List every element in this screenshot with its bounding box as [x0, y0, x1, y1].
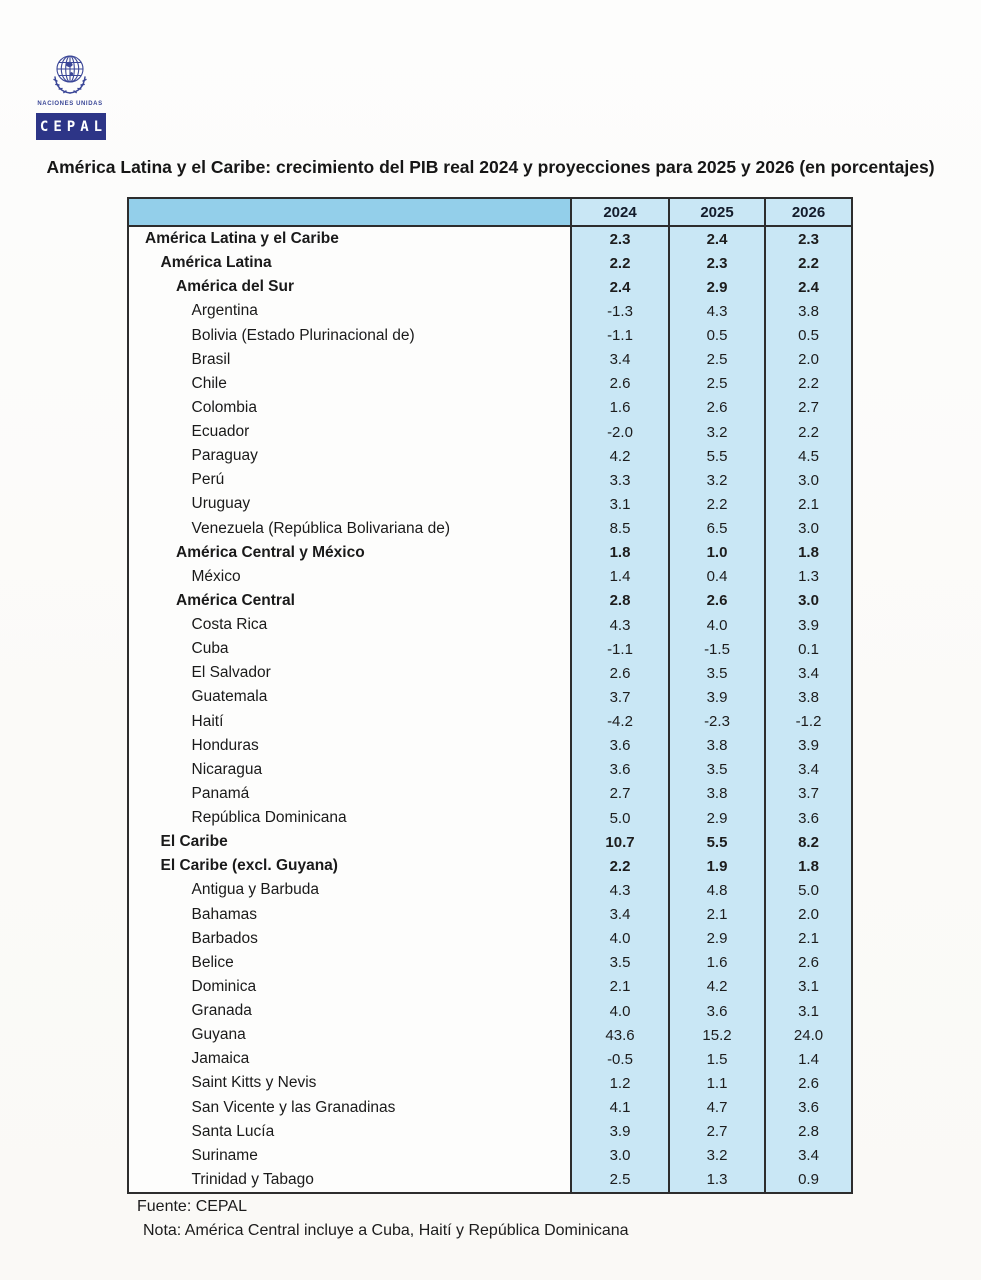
value-cell: 2.1 — [764, 927, 851, 951]
header-cell-empty — [129, 199, 570, 225]
value-cell: 2.7 — [668, 1120, 764, 1144]
value-cell: 4.8 — [668, 878, 764, 902]
row-label: Santa Lucía — [191, 1122, 275, 1140]
value-cell: 3.8 — [764, 299, 851, 323]
table-row — [129, 903, 851, 927]
value-cell: 6.5 — [668, 517, 764, 541]
value-cell: 4.2 — [668, 975, 764, 999]
value-cell: 1.8 — [570, 541, 668, 565]
row-label: República Dominicana — [191, 809, 347, 827]
table-row — [129, 1120, 851, 1144]
row-label: América Latina — [160, 254, 272, 272]
value-cell: 4.3 — [570, 878, 668, 902]
value-cell: 3.6 — [764, 806, 851, 830]
table-row — [129, 396, 851, 420]
value-cell: 4.2 — [570, 444, 668, 468]
value-cell: 2.2 — [570, 251, 668, 275]
row-label: Nicaragua — [191, 760, 263, 778]
row-label: América Central — [176, 591, 295, 609]
value-cell: 2.6 — [570, 661, 668, 685]
table-row — [129, 492, 851, 516]
row-label: Barbados — [191, 929, 258, 947]
value-cell: -1.2 — [764, 710, 851, 734]
un-emblem-icon — [46, 50, 94, 100]
value-cell: 1.8 — [764, 541, 851, 565]
value-cell: 2.7 — [570, 782, 668, 806]
row-label: Costa Rica — [191, 616, 268, 634]
value-cell: 2.6 — [668, 396, 764, 420]
table-row — [129, 951, 851, 975]
value-cell: 2.2 — [764, 420, 851, 444]
value-cell: 2.8 — [764, 1120, 851, 1144]
value-cell: 2.6 — [764, 951, 851, 975]
value-cell: 3.3 — [570, 468, 668, 492]
value-cell: 2.7 — [764, 396, 851, 420]
value-cell: 4.0 — [570, 927, 668, 951]
value-cell: 3.2 — [668, 420, 764, 444]
value-cell: 8.2 — [764, 830, 851, 854]
value-cell: 2.9 — [668, 927, 764, 951]
value-cell: 2.0 — [764, 348, 851, 372]
value-cell: 1.8 — [764, 854, 851, 878]
value-cell: 3.9 — [668, 685, 764, 709]
row-label: Granada — [191, 1002, 252, 1020]
value-cell: 2.4 — [764, 275, 851, 299]
value-cell: 3.2 — [668, 468, 764, 492]
table-row — [129, 275, 851, 299]
table-row — [129, 927, 851, 951]
table-row — [129, 758, 851, 782]
table-row — [129, 999, 851, 1023]
value-cell: -2.0 — [570, 420, 668, 444]
row-label: El Salvador — [191, 664, 271, 682]
value-cell: 2.1 — [764, 492, 851, 516]
table-row — [129, 613, 851, 637]
value-cell: 1.3 — [764, 565, 851, 589]
value-cell: 1.4 — [570, 565, 668, 589]
value-cell: 5.0 — [570, 806, 668, 830]
row-label: Guyana — [191, 1026, 246, 1044]
value-cell: 4.7 — [668, 1096, 764, 1120]
value-cell: 3.6 — [570, 734, 668, 758]
row-label: Trinidad y Tabago — [191, 1170, 314, 1188]
row-label: Brasil — [191, 350, 231, 368]
table-row — [129, 468, 851, 492]
value-cell: 2.5 — [570, 1168, 668, 1192]
value-cell: 4.3 — [570, 613, 668, 637]
table-row — [129, 324, 851, 348]
row-label: Antigua y Barbuda — [191, 881, 320, 899]
row-label: Argentina — [191, 302, 258, 320]
row-label: Chile — [191, 374, 227, 392]
table-row — [129, 637, 851, 661]
value-cell: -1.5 — [668, 637, 764, 661]
row-label: El Caribe — [160, 833, 228, 851]
value-cell: 2.3 — [570, 227, 668, 251]
page-title: América Latina y el Caribe: crecimiento del PIB real 2024 y proyecciones para 2025 y 2026 (en porcentajes) — [46, 157, 935, 177]
table-row — [129, 589, 851, 613]
value-cell: -1.3 — [570, 299, 668, 323]
table-row — [129, 661, 851, 685]
row-label: América Latina y el Caribe — [145, 230, 339, 248]
table-row — [129, 444, 851, 468]
value-cell: 3.5 — [668, 661, 764, 685]
value-cell: 3.7 — [764, 782, 851, 806]
value-cell: 3.6 — [570, 758, 668, 782]
row-label: Colombia — [191, 398, 257, 416]
value-cell: 3.4 — [570, 348, 668, 372]
value-cell: 4.0 — [668, 613, 764, 637]
value-cell: 5.5 — [668, 830, 764, 854]
value-cell: 1.6 — [668, 951, 764, 975]
table-row — [129, 1071, 851, 1095]
value-cell: 3.8 — [764, 685, 851, 709]
table-row — [129, 517, 851, 541]
value-cell: 15.2 — [668, 1023, 764, 1047]
value-cell: 2.8 — [570, 589, 668, 613]
table-row — [129, 1047, 851, 1071]
row-label: Panamá — [191, 784, 250, 802]
footer-notes — [137, 1195, 629, 1243]
table-row — [129, 878, 851, 902]
row-label: Haití — [191, 712, 224, 730]
value-cell: 3.4 — [764, 661, 851, 685]
value-cell: 2.2 — [570, 854, 668, 878]
value-cell: 2.6 — [764, 1071, 851, 1095]
value-cell: -1.1 — [570, 637, 668, 661]
value-cell: -4.2 — [570, 710, 668, 734]
row-label: Uruguay — [191, 495, 251, 513]
row-label: El Caribe (excl. Guyana) — [160, 857, 338, 875]
value-cell: 2.9 — [668, 275, 764, 299]
table-row — [129, 685, 851, 709]
value-cell: 1.2 — [570, 1071, 668, 1095]
table-row — [129, 975, 851, 999]
value-cell: 1.6 — [570, 396, 668, 420]
cepal-logo: CEPAL — [36, 113, 106, 140]
table-header-row — [129, 199, 851, 227]
table-row — [129, 1144, 851, 1168]
value-cell: 2.6 — [668, 589, 764, 613]
value-cell: 2.4 — [570, 275, 668, 299]
column-header-2025: 2025 — [668, 199, 764, 225]
table-row — [129, 299, 851, 323]
value-cell: 1.9 — [668, 854, 764, 878]
table-row — [129, 1023, 851, 1047]
value-cell: -0.5 — [570, 1047, 668, 1071]
column-header-2024: 2024 — [570, 199, 668, 225]
table-row — [129, 348, 851, 372]
row-label: Ecuador — [191, 423, 250, 441]
value-cell: 3.6 — [764, 1096, 851, 1120]
table-row — [129, 251, 851, 275]
value-cell: 1.0 — [668, 541, 764, 565]
table-row — [129, 806, 851, 830]
value-cell: 2.2 — [764, 251, 851, 275]
value-cell: 3.4 — [570, 903, 668, 927]
table-row — [129, 372, 851, 396]
value-cell: 3.4 — [764, 758, 851, 782]
value-cell: 2.1 — [668, 903, 764, 927]
row-label: Perú — [191, 471, 225, 489]
value-cell: 4.1 — [570, 1096, 668, 1120]
row-label: Suriname — [191, 1146, 258, 1164]
table-row — [129, 541, 851, 565]
un-caption-label: NACIONES UNIDAS — [37, 101, 103, 107]
value-cell: 3.9 — [764, 613, 851, 637]
value-cell: 2.5 — [668, 348, 764, 372]
value-cell: 4.3 — [668, 299, 764, 323]
row-label: Paraguay — [191, 447, 258, 465]
value-cell: 2.0 — [764, 903, 851, 927]
value-cell: -2.3 — [668, 710, 764, 734]
value-cell: 3.1 — [764, 999, 851, 1023]
row-label: Guatemala — [191, 688, 268, 706]
table-row — [129, 830, 851, 854]
value-cell: 1.3 — [668, 1168, 764, 1192]
value-cell: 0.5 — [764, 324, 851, 348]
row-label: Cuba — [191, 640, 229, 658]
row-label: México — [191, 567, 241, 585]
table-body — [129, 227, 851, 1192]
value-cell: 4.5 — [764, 444, 851, 468]
table-row — [129, 854, 851, 878]
value-cell: 3.2 — [668, 1144, 764, 1168]
value-cell: 3.0 — [764, 468, 851, 492]
value-cell: 1.1 — [668, 1071, 764, 1095]
value-cell: 3.5 — [570, 951, 668, 975]
value-cell: 8.5 — [570, 517, 668, 541]
value-cell: 2.3 — [668, 251, 764, 275]
value-cell: 1.4 — [764, 1047, 851, 1071]
value-cell: 2.9 — [668, 806, 764, 830]
value-cell: 3.0 — [764, 589, 851, 613]
value-cell: 0.4 — [668, 565, 764, 589]
value-cell: 3.0 — [570, 1144, 668, 1168]
value-cell: 2.1 — [570, 975, 668, 999]
value-cell: 24.0 — [764, 1023, 851, 1047]
row-label: Venezuela (República Bolivariana de) — [191, 519, 450, 537]
row-label: San Vicente y las Granadinas — [191, 1098, 396, 1116]
value-cell: 5.5 — [668, 444, 764, 468]
value-cell: 3.6 — [668, 999, 764, 1023]
value-cell: 0.1 — [764, 637, 851, 661]
value-cell: 3.8 — [668, 782, 764, 806]
row-label: Belice — [191, 953, 234, 971]
value-cell: 3.5 — [668, 758, 764, 782]
value-cell: 0.5 — [668, 324, 764, 348]
table-row — [129, 1096, 851, 1120]
value-cell: 1.5 — [668, 1047, 764, 1071]
value-cell: -1.1 — [570, 324, 668, 348]
table-row — [129, 782, 851, 806]
value-cell: 10.7 — [570, 830, 668, 854]
value-cell: 0.9 — [764, 1168, 851, 1192]
value-cell: 5.0 — [764, 878, 851, 902]
value-cell: 3.9 — [764, 734, 851, 758]
value-cell: 3.7 — [570, 685, 668, 709]
value-cell: 3.8 — [668, 734, 764, 758]
table-row — [129, 710, 851, 734]
value-cell: 3.0 — [764, 517, 851, 541]
value-cell: 3.1 — [764, 975, 851, 999]
value-cell: 2.3 — [764, 227, 851, 251]
value-cell: 3.1 — [570, 492, 668, 516]
value-cell: 4.0 — [570, 999, 668, 1023]
value-cell: 2.2 — [668, 492, 764, 516]
table-row — [129, 227, 851, 251]
row-label: América Central y México — [176, 543, 365, 561]
value-cell: 2.6 — [570, 372, 668, 396]
value-cell: 3.4 — [764, 1144, 851, 1168]
column-header-2026: 2026 — [764, 199, 851, 225]
row-label: Honduras — [191, 736, 259, 754]
row-label: Bahamas — [191, 905, 257, 923]
table-row — [129, 1168, 851, 1192]
value-cell: 43.6 — [570, 1023, 668, 1047]
gdp-growth-table — [127, 197, 853, 1194]
value-cell: 3.9 — [570, 1120, 668, 1144]
row-label: Bolivia (Estado Plurinacional de) — [191, 326, 415, 344]
value-cell: 2.4 — [668, 227, 764, 251]
table-row — [129, 565, 851, 589]
value-cell: 2.5 — [668, 372, 764, 396]
row-label: Dominica — [191, 977, 257, 995]
central-america-note: Nota: América Central incluye a Cuba, Haití y República Dominicana — [143, 1222, 629, 1239]
table-row — [129, 420, 851, 444]
value-cell: 2.2 — [764, 372, 851, 396]
source-note: Fuente: CEPAL — [137, 1198, 247, 1215]
row-label: América del Sur — [176, 278, 295, 296]
table-row — [129, 734, 851, 758]
row-label: Jamaica — [191, 1050, 250, 1068]
row-label: Saint Kitts y Nevis — [191, 1074, 317, 1092]
